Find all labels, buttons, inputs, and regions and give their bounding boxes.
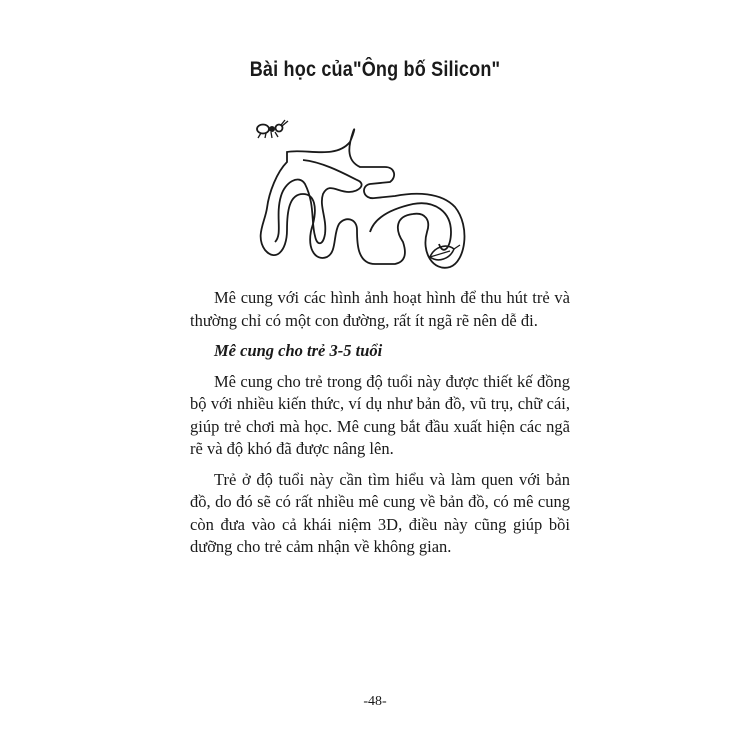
paragraph-maze-intro: Mê cung với các hình ảnh hoạt hình để thu hút trẻ và thường chỉ có một con đường, rất ít ngã rẽ nên dễ đi. [190,288,570,330]
page-title: Bài học của"Ông bố Silicon" [249,58,501,81]
body-text [190,287,570,567]
maze-illustration [245,112,475,282]
subheading-age-3-5: Mê cung cho trẻ 3-5 tuổi [214,341,383,360]
maze-inner-line [275,160,451,250]
maze-path-line [261,129,465,268]
paragraph-maps-3d: Trẻ ở độ tuổi này cần tìm hiểu và làm quen với bản đồ, do đó sẽ có rất nhiều mê cung về bản đồ, có mê cung còn đưa vào cả khái niệm 3D, điều này cũng giúp bồi dưỡng cho trẻ cảm nhận về không gian. [190,469,570,556]
page-number: -48- [363,694,387,709]
paragraph-age-3-5-design: Mê cung cho trẻ trong độ tuổi này được thiết kế đồng bộ với nhiều kiến thức, ví dụ như bản đồ, vũ trụ, chữ cái, giúp trẻ chơi mà học. Mê cung bắt đầu xuất hiện các ngã rẽ và độ khó đã được nâng lên. [190,371,570,458]
leaf-icon [430,245,460,260]
ant-icon [257,120,288,138]
